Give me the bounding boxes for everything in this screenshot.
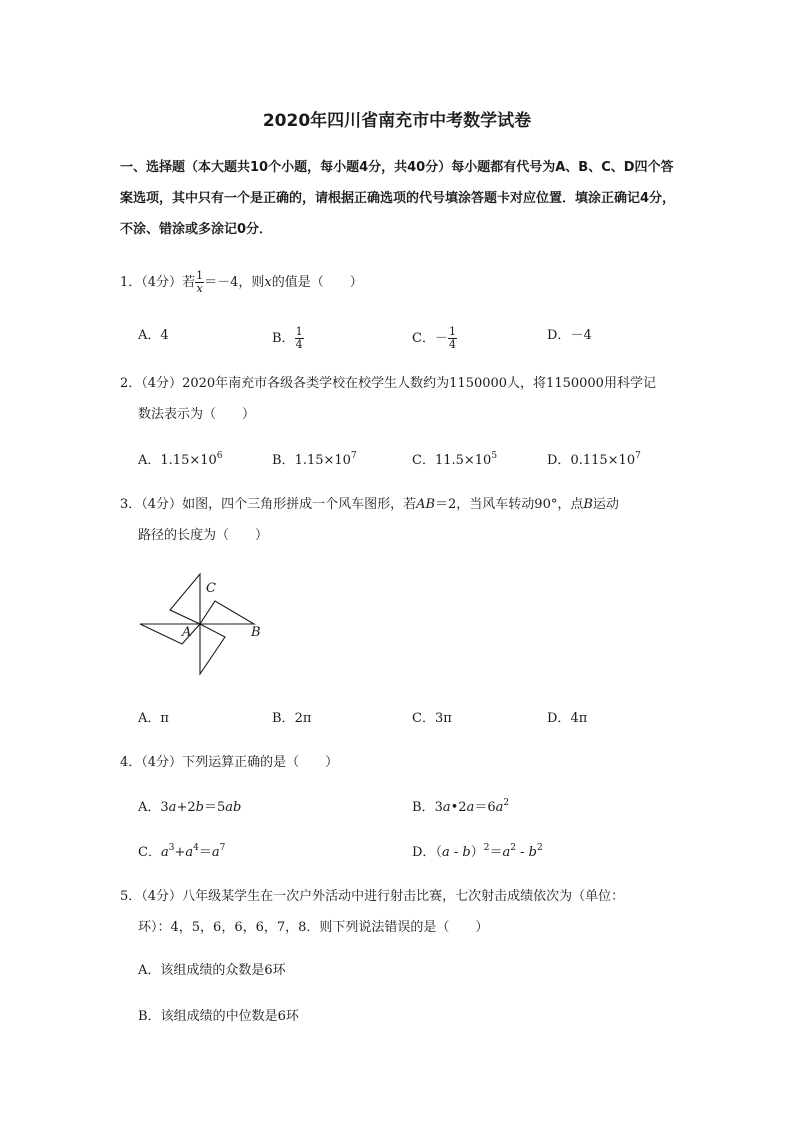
question-score: （4分） (141, 889, 183, 904)
question-number: 5． (120, 889, 142, 904)
label-b: B (251, 625, 261, 640)
question-3-option-d[interactable]: D．4π (547, 711, 588, 726)
label-c: C (206, 581, 216, 596)
section-1-heading: 一、选择题（本大题共10个小题，每小题4分，共40分）每小题都有代号为A、B、C、D四个答案选项，其中只有一个是正确的，请根据正确选项的代号填涂答题卡对应位置．填涂正确记4分，不涂、错涂或多涂记0分． (120, 160, 676, 237)
question-score: （4分） (141, 497, 183, 512)
question-number: 4． (120, 755, 142, 770)
label-a: A (182, 625, 192, 640)
question-score: （4分） (141, 275, 183, 290)
question-score: （4分） (141, 755, 183, 770)
question-1-stem: 1．（4分）若 $\frac{1}{x}$ ＝－4，则x的值是（ ） (120, 269, 363, 295)
question-5-stem-line1: 5．（4分）八年级某学生在一次户外活动中进行射击比赛，七次射击成绩依次为（单位： (120, 889, 625, 904)
fraction: $\frac{1}{x}$ (196, 269, 204, 295)
question-5-stem-line2: 环）：4，5，6，6，6，7，8．则下列说法错误的是（ ） (138, 920, 489, 935)
question-3-option-c[interactable]: C．3π (412, 711, 452, 726)
question-3-option-b[interactable]: B．2π (272, 711, 312, 726)
windmill-figure (130, 570, 270, 685)
question-number: 3． (120, 497, 142, 512)
question-3-option-a[interactable]: A．π (138, 711, 169, 726)
question-2-stem-line2: 数法表示为（ ） (138, 407, 256, 422)
question-4-option-c[interactable]: C．$a^3+a^4=a^7$ (138, 843, 226, 860)
question-score: （4分） (141, 376, 183, 391)
question-1-option-c[interactable]: C．－ $\frac{1}{4}$ (412, 325, 456, 351)
question-number: 2． (120, 376, 142, 391)
question-4-stem: 4．（4分）下列运算正确的是（ ） (120, 755, 339, 770)
question-4-option-d[interactable]: D．$(a - b)^2=a^2 - b^2$ (412, 843, 543, 860)
question-1-option-b[interactable]: B． $\frac{1}{4}$ (272, 325, 303, 351)
fraction: $\frac{1}{4}$ (295, 325, 303, 351)
windmill-triangle-down (200, 624, 225, 674)
question-2-option-b[interactable]: B．$1.15\times 10^7$ (272, 451, 357, 468)
question-1-option-d[interactable]: D．－4 (547, 328, 592, 343)
question-1-option-a[interactable]: A．4 (138, 328, 169, 343)
question-5-option-a[interactable]: A．该组成绩的众数是6环 (138, 963, 286, 978)
question-2-option-c[interactable]: C．$11.5\times 10^5$ (412, 451, 498, 468)
question-4-option-b[interactable]: B．$3a•2a=6a^2$ (412, 798, 510, 815)
page-title: 2020年四川省南充市中考数学试卷 (262, 111, 532, 131)
fraction: $\frac{1}{4}$ (448, 325, 456, 351)
question-5-option-b[interactable]: B．该组成绩的中位数是6环 (138, 1009, 299, 1024)
question-2-stem-line1: 2．（4分）2020年南充市各级各类学校在校学生人数约为1150000人，将1150000用科学记 (120, 376, 656, 391)
question-3-stem-line2: 路径的长度为（ ） (138, 528, 269, 543)
question-3-stem-line1: 3．（4分）如图，四个三角形拼成一个风车图形，若AB＝2，当风车转动90°，点B运动 (120, 497, 619, 512)
windmill-triangle-up (170, 574, 200, 624)
question-4-option-a[interactable]: A．3a+2b＝5ab (138, 800, 242, 815)
windmill-triangle-right (200, 601, 254, 624)
question-number: 1． (120, 275, 142, 290)
question-2-option-a[interactable]: A．$1.15\times 10^6$ (138, 451, 223, 468)
question-2-option-d[interactable]: D．$0.115\times 10^7$ (547, 451, 641, 468)
